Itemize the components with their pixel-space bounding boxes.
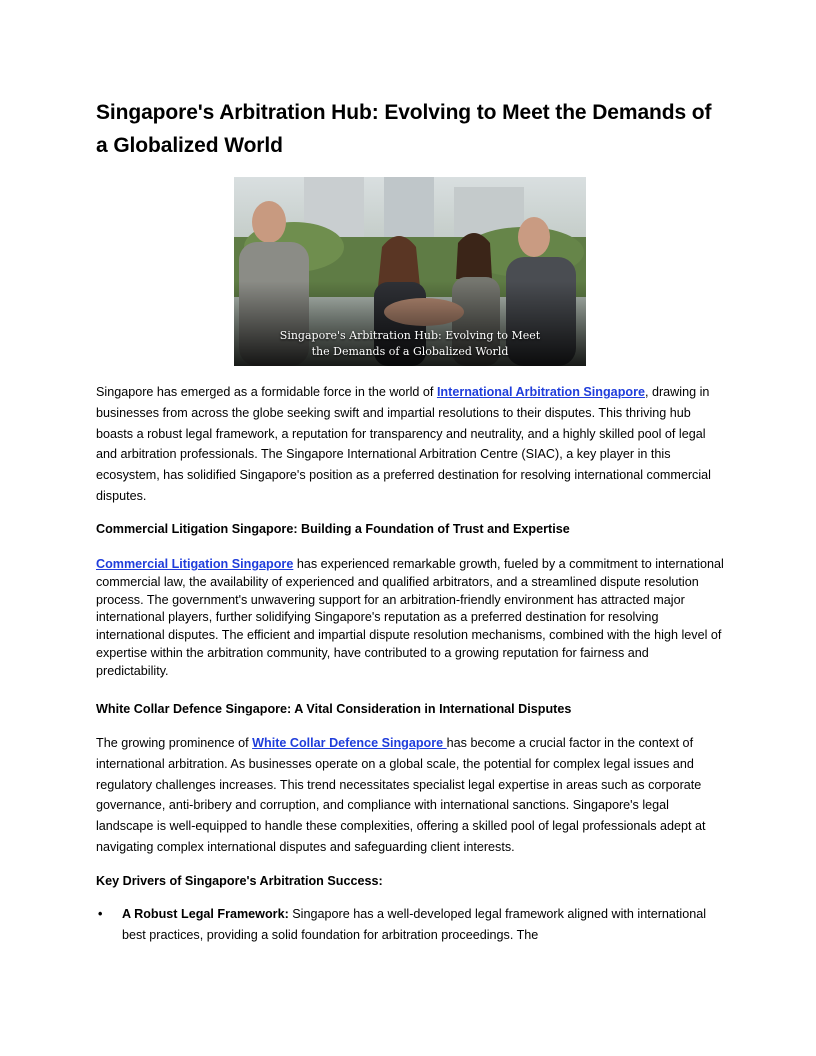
intro-text-after-link: , drawing in businesses from across the globe seeking swift and impartial resolutions to their disputes. This thriving hub boasts a robust legal framework, a reputation for transparency and neutrality, and a highly skilled pool of legal and arbitration professionals. The Singapore International Arbitration Centre (SIAC), a key player in this ecosystem, has solidified Singapore's position as a preferred destination for resolving international commercial disputes. bbox=[96, 385, 711, 503]
intro-paragraph bbox=[96, 382, 724, 507]
commercial-litigation-text: has experienced remarkable growth, fueled by a commitment to international commercial law, the availability of experienced and qualified arbitrators, and a streamlined dispute resolution process. The government's unwavering support for an arbitration-friendly environment has attracted major international players, further solidifying Singapore's reputation as a preferred destination for resolving international disputes. The efficient and impartial dispute resolution mechanisms, combined with the high level of expertise within the arbitration community, have contributed to a growing reputation for fairness and predictability. bbox=[96, 557, 724, 678]
section-heading-white-collar: White Collar Defence Singapore: A Vital Consideration in International Disputes bbox=[96, 702, 572, 716]
hero-caption bbox=[244, 328, 576, 360]
commercial-litigation-paragraph bbox=[96, 556, 724, 681]
hero-image bbox=[234, 177, 586, 366]
white-collar-defence-link[interactable]: White Collar Defence Singapore bbox=[252, 736, 447, 750]
international-arbitration-link[interactable]: International Arbitration Singapore bbox=[436, 385, 645, 399]
bullet-label: A Robust Legal Framework: bbox=[122, 907, 289, 921]
intro-text-before-link: Singapore has emerged as a formidable force in the world of bbox=[96, 385, 437, 399]
white-collar-paragraph bbox=[96, 733, 724, 858]
commercial-litigation-link[interactable]: Commercial Litigation Singapore bbox=[96, 557, 294, 571]
hero-caption-line-1: Singapore's Arbitration Hub: Evolving to Meet bbox=[279, 329, 541, 342]
bullet-text: Singapore has a well-developed legal framework aligned with international best practices, providing a solid foundation for arbitration proceedings. The bbox=[122, 907, 707, 942]
white-collar-text-after-link: has become a crucial factor in the context of international arbitration. As businesses operate on a global scale, the potential for complex legal issues and regulatory challenges increases. This trend necessitates specialist legal expertise in areas such as corporate governance, anti-bribery and corruption, and compliance with international sanctions. Singapore's legal landscape is well-equipped to handle these complexities, offering a skilled pool of legal professionals adept at navigating complex international disputes and safeguarding client interests. bbox=[96, 736, 706, 854]
list-item bbox=[98, 904, 722, 946]
page-title: Singapore's Arbitration Hub: Evolving to Meet the Demands of a Globalized World bbox=[96, 101, 712, 157]
section-heading-commercial-litigation: Commercial Litigation Singapore: Building a Foundation of Trust and Expertise bbox=[96, 522, 570, 536]
section-heading-key-drivers: Key Drivers of Singapore's Arbitration Success: bbox=[96, 874, 383, 888]
bullet-point: • bbox=[98, 907, 103, 921]
hero-caption-line-2: the Demands of a Globalized World bbox=[311, 345, 509, 358]
white-collar-text-before-link: The growing prominence of bbox=[96, 736, 253, 750]
